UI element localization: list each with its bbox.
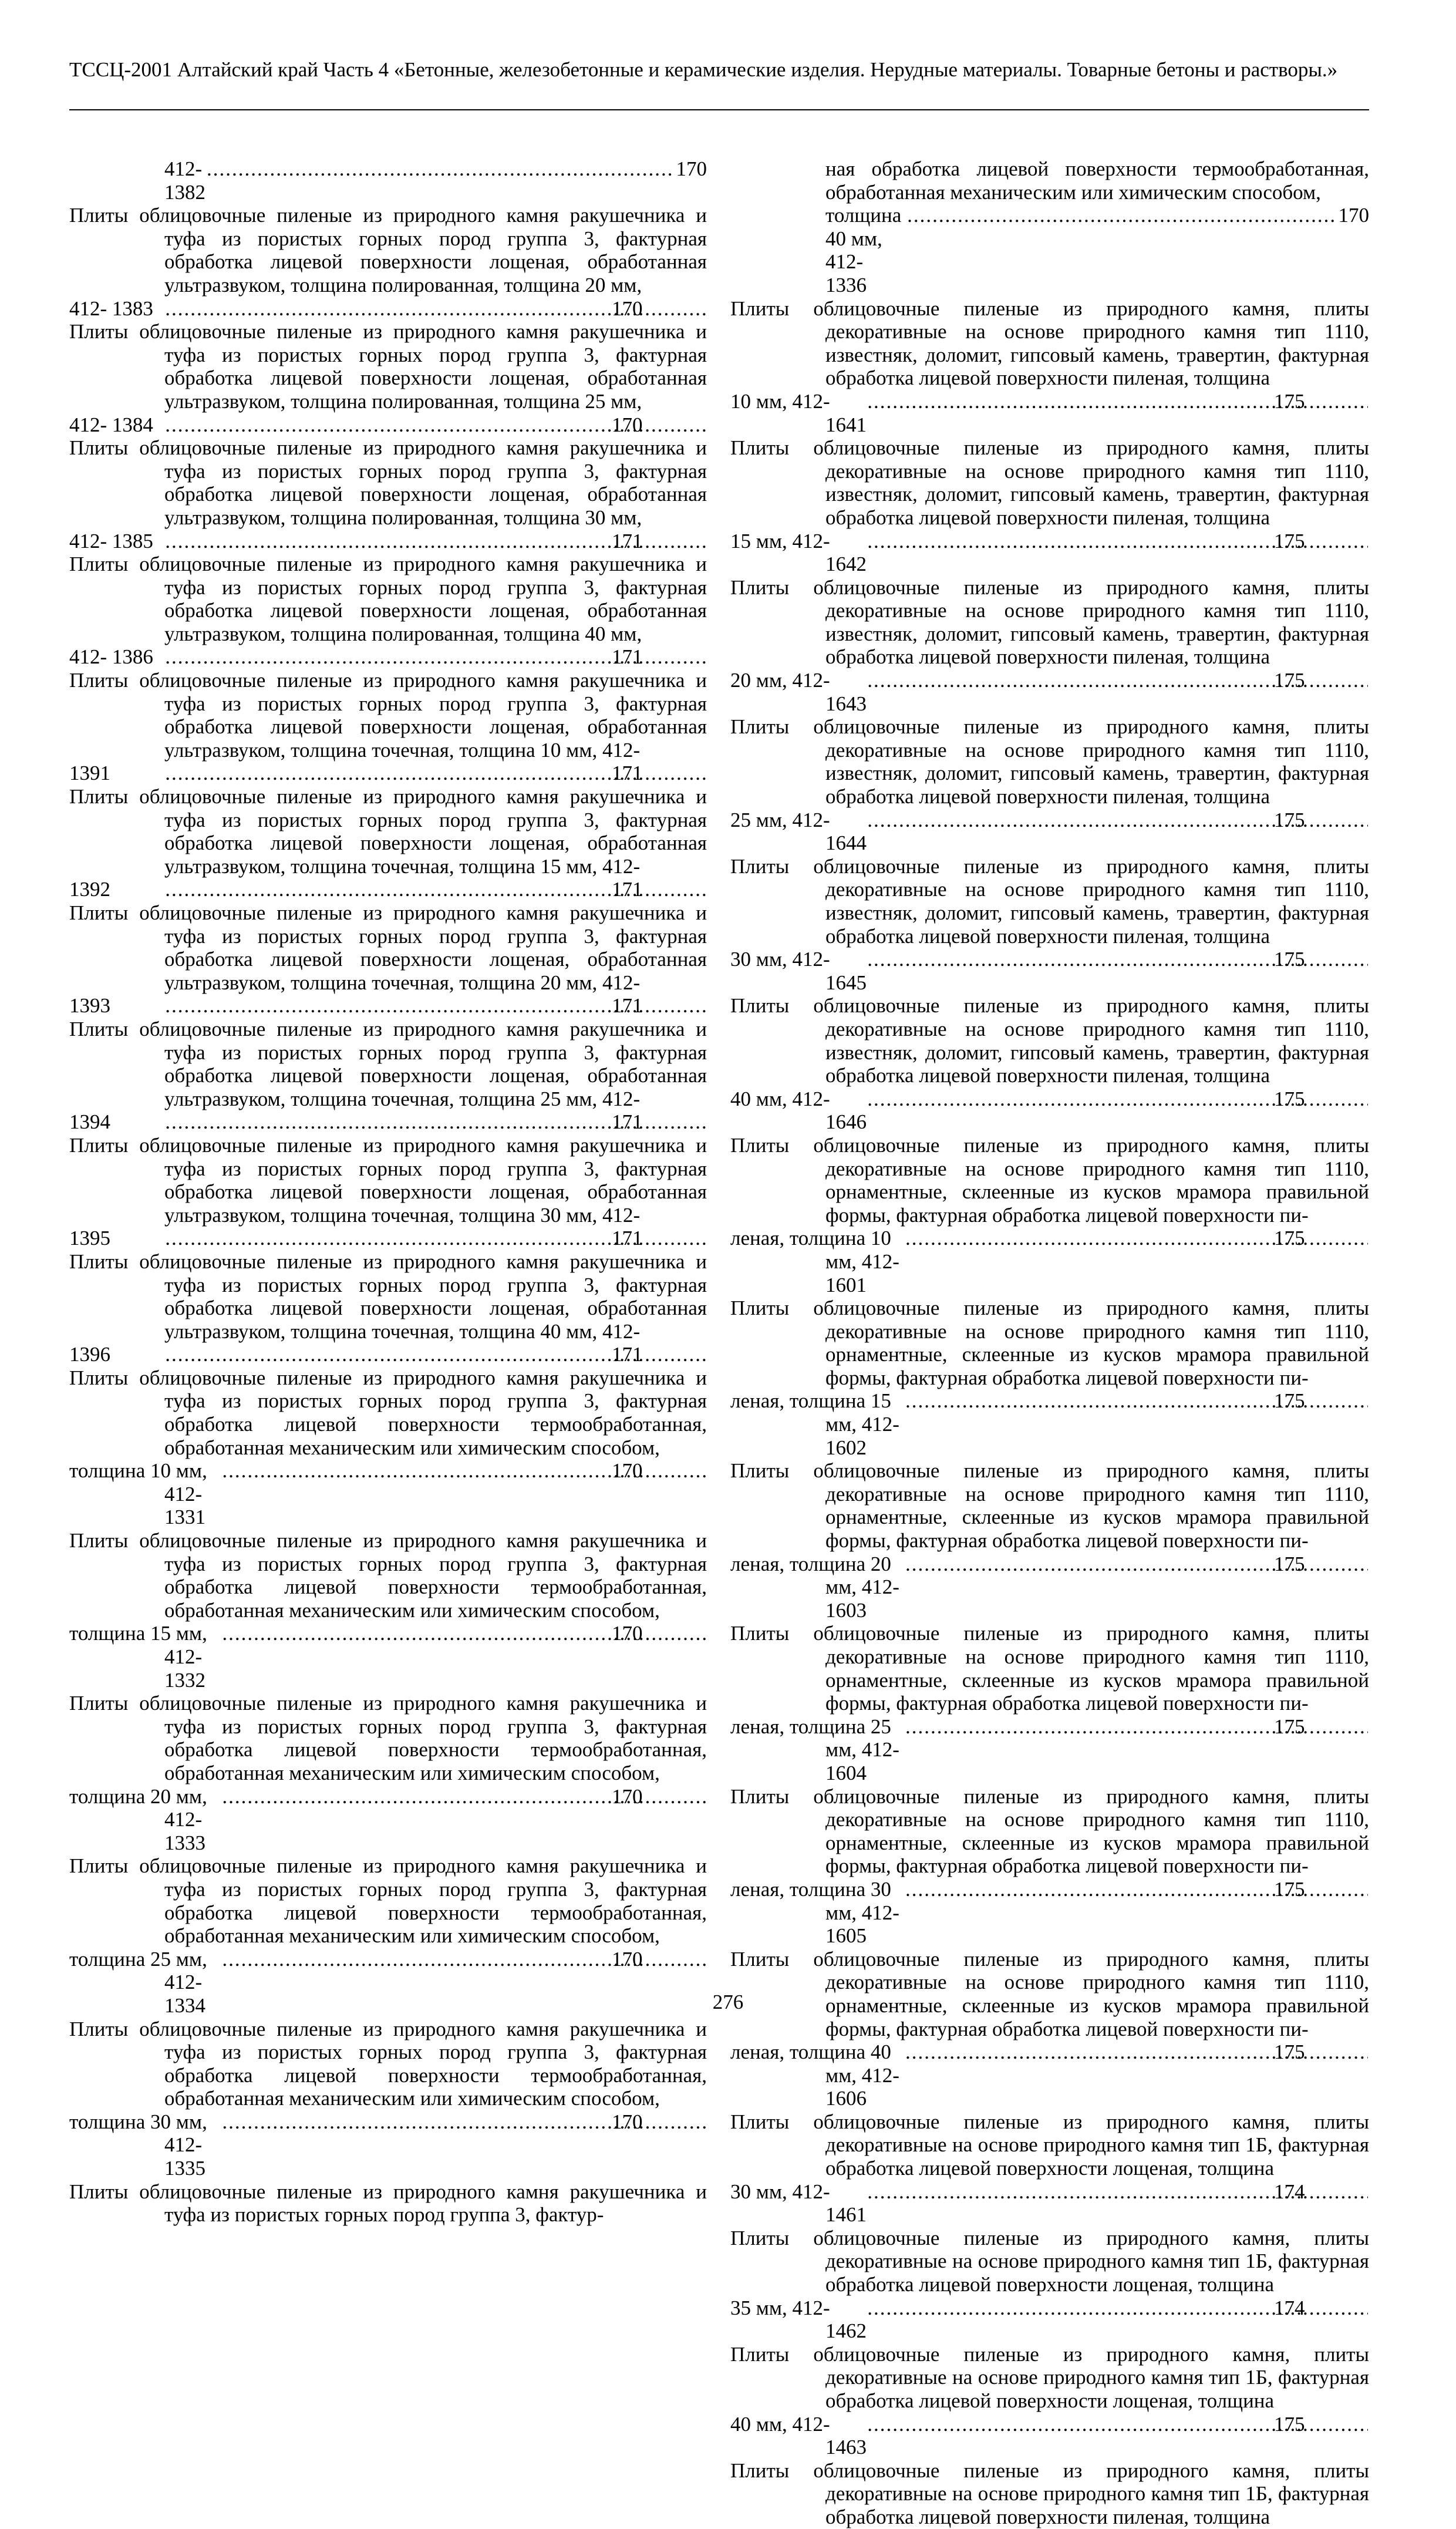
entry-last-line: 40 мм, 412- 1646 ..... 175 xyxy=(825,1087,1369,1134)
dot-leader xyxy=(207,157,675,181)
entry-last-line: леная, толщина 10 мм, 412- 1601 ..... 175 xyxy=(825,1227,1369,1297)
entry-code: леная, толщина 30 мм, 412- 1605 xyxy=(730,1877,899,1948)
entry-code: 35 мм, 412- 1462 xyxy=(730,2296,867,2343)
entry-last-line: толщина 20 мм, 412- 1333 ..... 170 xyxy=(164,1785,707,1855)
index-entry xyxy=(69,669,707,785)
index-entry xyxy=(69,1250,707,1366)
entry-code: леная, толщина 40 мм, 412- 1606 xyxy=(730,2040,899,2110)
entry-text: Плиты облицовочные пиленые из природного камня ракушечника и туфа из пористых горных пород группа 3, фактурная обработка лицевой поверхности лощеная, обработанная ультразвуком, толщина точечная, толщина 10 мм, 412- xyxy=(69,669,707,762)
index-entry xyxy=(730,1785,1369,1948)
index-entry xyxy=(69,2180,707,2227)
header-rule xyxy=(69,109,1369,110)
entry-text: Плиты облицовочные пиленые из природного камня, плиты декоративные на основе природного камня тип 1110, известняк, доломит, гипсовый камень, травертин, фактурная обработка лицевой поверхности пиленая, толщина xyxy=(730,575,1369,669)
entry-text: Плиты облицовочные пиленые из природного камня, плиты декоративные на основе природного камня тип 1Б, фактурная обработка лицевой поверхности пиленая, толщина xyxy=(730,2459,1369,2528)
entry-text: Плиты облицовочные пиленые из природного камня, плиты декоративные на основе природного камня тип 1110, известняк, доломит, гипсовый камень, травертин, фактурная обработка лицевой поверхности пиленая, толщина xyxy=(730,854,1369,948)
entry-last-line xyxy=(825,204,1369,297)
entry-code: 30 мм, 412- 1461 xyxy=(730,2180,867,2227)
entry-text: Плиты облицовочные пиленые из природного камня, плиты декоративные на основе природного камня тип 1110, орнаментные, склеенные из кусков мрамора правильной формы, фактурная обработка лицевой поверхности пи- xyxy=(730,1947,1369,2040)
entry-last-line: 1395 ..... 171 xyxy=(164,1227,707,1250)
entry-page-number: 170 xyxy=(676,157,707,180)
entry-code: 10 мм, 412- 1641 xyxy=(730,389,867,436)
index-entry xyxy=(69,157,707,204)
entry-text: Плиты облицовочные пиленые из природного камня, плиты декоративные на основе природного камня тип 1110, орнаментные, склеенные из кусков мрамора правильной формы, фактурная обработка лицевой поверхности пи- xyxy=(730,1133,1369,1227)
entry-code: леная, толщина 20 мм, 412- 1603 xyxy=(730,1552,899,1622)
entry-text: Плиты облицовочные пиленые из природного камня, плиты декоративные на основе природного камня тип 1Б, фактурная обработка лицевой поверхности лощеная, толщина xyxy=(730,2342,1369,2412)
index-entry xyxy=(730,2459,1369,2529)
index-entry xyxy=(69,1018,707,1134)
index-entry xyxy=(69,204,707,320)
running-header: ТССЦ-2001 Алтайский край Часть 4 «Бетонные, железобетонные и керамические изделия. Нерудные материалы. Товарные бетоны и растворы.» xyxy=(69,58,1338,81)
index-entry xyxy=(69,1529,707,1692)
entry-last-line: 1394 ..... 171 xyxy=(164,1110,707,1134)
entry-last-line: толщина 10 мм, 412- 1331 ..... 170 xyxy=(164,1459,707,1529)
entry-code: леная, толщина 25 мм, 412- 1604 xyxy=(730,1715,899,1784)
entry-text: Плиты облицовочные пиленые из природного камня ракушечника и туфа из пористых горных пород группа 3, фактурная обработка лицевой поверхности лощеная, обработанная ультразвуком, толщина точечная, толщина 15 мм, 412- xyxy=(69,785,707,878)
entry-text: Плиты облицовочные пиленые из природного камня, плиты декоративные на основе природного камня тип 1Б, фактурная обработка лицевой поверхности лощеная, толщина xyxy=(730,2226,1369,2296)
entry-text: Плиты облицовочные пиленые из природного камня ракушечника и туфа из пористых горных пород группа 3, фактурная обработка лицевой поверхности термообработанная, обработанная механическим или химическим способом, xyxy=(69,1529,707,1622)
index-entry xyxy=(69,901,707,1018)
index-entry xyxy=(730,297,1369,437)
entry-text: Плиты облицовочные пиленые из природного камня ракушечника и туфа из пористых горных пород группа 3, фактурная обработка лицевой поверхности термообработанная, обработанная механическим или химическим способом, xyxy=(69,1692,707,1784)
entry-text: Плиты облицовочные пиленые из природного камня ракушечника и туфа из пористых горных пород группа 3, фактурная обработка лицевой поверхности лощеная, обработанная ультразвуком, толщина точечная, толщина 20 мм, 412- xyxy=(69,901,707,994)
index-entry xyxy=(69,320,707,436)
index-entry xyxy=(730,1297,1369,1459)
dot-leader xyxy=(868,2180,1368,2204)
index-entry xyxy=(730,576,1369,716)
entry-code: толщина 30 мм, 412- 1335 xyxy=(69,2110,207,2180)
entry-last-line: 1393 ..... 171 xyxy=(164,994,707,1018)
index-entry xyxy=(69,553,707,669)
entry-last-line: 1396 ..... 171 xyxy=(164,1343,707,1366)
dot-leader xyxy=(868,2296,1368,2320)
dot-leader xyxy=(868,2413,1368,2436)
entry-code: толщина 40 мм, 412- 1336 xyxy=(825,204,902,297)
index-entry xyxy=(69,2018,707,2180)
entry-code: 25 мм, 412- 1644 xyxy=(730,808,867,855)
entry-last-line: леная, толщина 15 мм, 412- 1602 ..... 175 xyxy=(825,1389,1369,1459)
index-entry xyxy=(69,1692,707,1854)
entry-text: Плиты облицовочные пиленые из природного камня, плиты декоративные на основе природного камня тип 1110, известняк, доломит, гипсовый камень, травертин, фактурная обработка лицевой поверхности пиленая, толщина xyxy=(730,715,1369,809)
entry-text: Плиты облицовочные пиленые из природного камня, плиты декоративные на основе природного камня тип 1110, известняк, доломит, гипсовый камень, травертин, фактурная обработка лицевой поверхности пиленая, толщина xyxy=(730,994,1369,1087)
index-entry xyxy=(730,2227,1369,2343)
entry-last-line: леная, толщина 40 мм, 412- 1606 ..... 175 xyxy=(825,2040,1369,2110)
index-entry xyxy=(730,855,1369,995)
entry-last-line: 412- 1383 ..... 170 xyxy=(164,297,707,321)
index-entry xyxy=(730,994,1369,1134)
entry-code: 20 мм, 412- 1643 xyxy=(730,669,867,715)
entry-last-line: 412- 1386 ..... 171 xyxy=(164,645,707,669)
entry-last-line: 10 мм, 412- 1641 ..... 175 xyxy=(825,390,1369,436)
entry-text: Плиты облицовочные пиленые из природного камня, плиты декоративные на основе природного камня тип 1110, орнаментные, склеенные из кусков мрамора правильной формы, фактурная обработка лицевой поверхности пи- xyxy=(730,1297,1369,1389)
index-entry xyxy=(730,2343,1369,2459)
right-column xyxy=(730,157,1369,2529)
index-entry xyxy=(69,1134,707,1250)
entry-text: Плиты облицовочные пиленые из природного камня, плиты декоративные на основе природного камня тип 1110, известняк, доломит, гипсовый камень, травертин, фактурная обработка лицевой поверхности пиленая, толщина xyxy=(730,436,1369,529)
dot-leader xyxy=(907,204,1337,227)
entry-text: Плиты облицовочные пиленые из природного камня, плиты декоративные на основе природного камня тип 1110, орнаментные, склеенные из кусков мрамора правильной формы, фактурная обработка лицевой поверхности пи- xyxy=(730,1459,1369,1553)
index-entry xyxy=(69,436,707,553)
entry-code: 412- 1382 xyxy=(164,157,205,204)
entry-text: Плиты облицовочные пиленые из природного камня ракушечника и туфа из пористых горных пород группа 3, фактурная обработка лицевой поверхности лощеная, обработанная ультразвуком, толщина полированная, толщина 30 мм, xyxy=(69,436,707,529)
entry-code: толщина 15 мм, 412- 1332 xyxy=(69,1622,207,1692)
entry-text: Плиты облицовочные пиленые из природного камня, плиты декоративные на основе природного камня тип 1110, известняк, доломит, гипсовый камень, травертин, фактурная обработка лицевой поверхности пиленая, толщина xyxy=(730,297,1369,390)
index-entry xyxy=(730,1622,1369,1784)
entry-last-line: толщина 15 мм, 412- 1332 ..... 170 xyxy=(164,1622,707,1692)
entry-text: Плиты облицовочные пиленые из природного камня ракушечника и туфа из пористых горных пород группа 3, фактур- xyxy=(69,2180,707,2227)
entry-text: Плиты облицовочные пиленые из природного камня ракушечника и туфа из пористых горных пород группа 3, фактурная обработка лицевой поверхности лощеная, обработанная ультразвуком, толщина точечная, толщина 40 мм, 412- xyxy=(69,1250,707,1343)
index-entry xyxy=(730,715,1369,855)
entry-code: 30 мм, 412- 1645 xyxy=(730,948,867,994)
entry-code: леная, толщина 10 мм, 412- 1601 xyxy=(730,1227,899,1297)
index-entry xyxy=(69,1366,707,1529)
entry-text: Плиты облицовочные пиленые из природного камня ракушечника и туфа из пористых горных пород группа 3, фактурная обработка лицевой поверхности термообработанная, обработанная механическим или химическим способом, xyxy=(69,2017,707,2110)
entry-last-line: 30 мм, 412- 1645 ..... 175 xyxy=(825,948,1369,994)
entry-last-line: 412- 1385 ..... 171 xyxy=(164,530,707,553)
entry-code: толщина 10 мм, 412- 1331 xyxy=(69,1459,207,1529)
entry-last-line: леная, толщина 25 мм, 412- 1604 ..... 175 xyxy=(825,1715,1369,1785)
entry-code: толщина 25 мм, 412- 1334 xyxy=(69,1947,207,2017)
entry-last-line xyxy=(164,157,707,204)
index-entry xyxy=(730,2110,1369,2227)
entry-text: Плиты облицовочные пиленые из природного камня, плиты декоративные на основе природного камня тип 1110, орнаментные, склеенные из кусков мрамора правильной формы, фактурная обработка лицевой поверхности пи- xyxy=(730,1784,1369,1878)
entry-last-line: толщина 30 мм, 412- 1335 ..... 170 xyxy=(164,2110,707,2180)
entry-last-line: 1392 ..... 171 xyxy=(164,878,707,901)
index-entry xyxy=(730,1459,1369,1622)
entry-text: Плиты облицовочные пиленые из природного камня ракушечника и туфа из пористых горных пород группа 3, фактурная обработка лицевой поверхности термообработанная, обработанная механическим или химическим способом, xyxy=(69,1854,707,1948)
entry-last-line: 20 мм, 412- 1643 ..... 175 xyxy=(825,669,1369,715)
entry-last-line: 25 мм, 412- 1644 ..... 175 xyxy=(825,809,1369,855)
entry-code: 40 мм, 412- 1463 xyxy=(730,2412,867,2459)
entry-last-line: 35 мм, 412- 1462 ..... 174 xyxy=(825,2296,1369,2343)
entry-text: Плиты облицовочные пиленые из природного камня ракушечника и туфа из пористых горных пород группа 3, фактурная обработка лицевой поверхности термообработанная, обработанная механическим или химическим способом, xyxy=(69,1366,707,1459)
index-entry xyxy=(730,157,1369,297)
entry-last-line: 40 мм, 412- 1463 ..... 175 xyxy=(825,2413,1369,2459)
page-number: 276 xyxy=(712,1991,744,2013)
entry-last-line: 30 мм, 412- 1461 ..... 174 xyxy=(825,2180,1369,2227)
index-entry xyxy=(730,436,1369,576)
index-entry xyxy=(730,1948,1369,2110)
entry-text: ная обработка лицевой поверхности термообработанная, обработанная механическим или химическим способом, xyxy=(825,157,1369,204)
entry-code: толщина 20 мм, 412- 1333 xyxy=(69,1784,207,1854)
entry-text: Плиты облицовочные пиленые из природного камня ракушечника и туфа из пористых горных пород группа 3, фактурная обработка лицевой поверхности лощеная, обработанная ультразвуком, толщина полированная, толщина 40 мм, xyxy=(69,553,707,645)
entry-code: леная, толщина 15 мм, 412- 1602 xyxy=(730,1389,899,1459)
dot-leader xyxy=(223,2110,706,2134)
entry-text: Плиты облицовочные пиленые из природного камня ракушечника и туфа из пористых горных пород группа 3, фактурная обработка лицевой поверхности лощеная, обработанная ультразвуком, толщина полированная, толщина 25 мм, xyxy=(69,320,707,413)
entry-text: Плиты облицовочные пиленые из природного камня, плиты декоративные на основе природного камня тип 1110, орнаментные, склеенные из кусков мрамора правильной формы, фактурная обработка лицевой поверхности пи- xyxy=(730,1622,1369,1715)
entry-text: Плиты облицовочные пиленые из природного камня ракушечника и туфа из пористых горных пород группа 3, фактурная обработка лицевой поверхности лощеная, обработанная ультразвуком, толщина точечная, толщина 25 мм, 412- xyxy=(69,1017,707,1110)
entry-code: 15 мм, 412- 1642 xyxy=(730,529,867,576)
entry-last-line: 412- 1384 ..... 170 xyxy=(164,413,707,437)
index-entry xyxy=(730,1134,1369,1297)
entry-text: Плиты облицовочные пиленые из природного камня ракушечника и туфа из пористых горных пород группа 3, фактурная обработка лицевой поверхности лощеная, обработанная ультразвуком, толщина точечная, толщина 30 мм, 412- xyxy=(69,1133,707,1227)
entry-last-line: леная, толщина 30 мм, 412- 1605 ..... 175 xyxy=(825,1878,1369,1948)
entry-last-line: толщина 25 мм, 412- 1334 ..... 170 xyxy=(164,1948,707,2018)
entry-last-line: 15 мм, 412- 1642 ..... 175 xyxy=(825,530,1369,576)
entry-text: Плиты облицовочные пиленые из природного камня, плиты декоративные на основе природного камня тип 1Б, фактурная обработка лицевой поверхности лощеная, толщина xyxy=(730,2110,1369,2180)
entry-code: 40 мм, 412- 1646 xyxy=(730,1087,867,1134)
entry-text: Плиты облицовочные пиленые из природного камня ракушечника и туфа из пористых горных пород группа 3, фактурная обработка лицевой поверхности лощеная, обработанная ультразвуком, толщина полированная, толщина 20 мм, xyxy=(69,204,707,297)
left-column xyxy=(69,157,707,2227)
entry-last-line: леная, толщина 20 мм, 412- 1603 ..... 175 xyxy=(825,1553,1369,1622)
entry-page-number: 170 xyxy=(1338,204,1369,227)
index-entry xyxy=(69,785,707,901)
entry-last-line: 1391 ..... 171 xyxy=(164,762,707,785)
